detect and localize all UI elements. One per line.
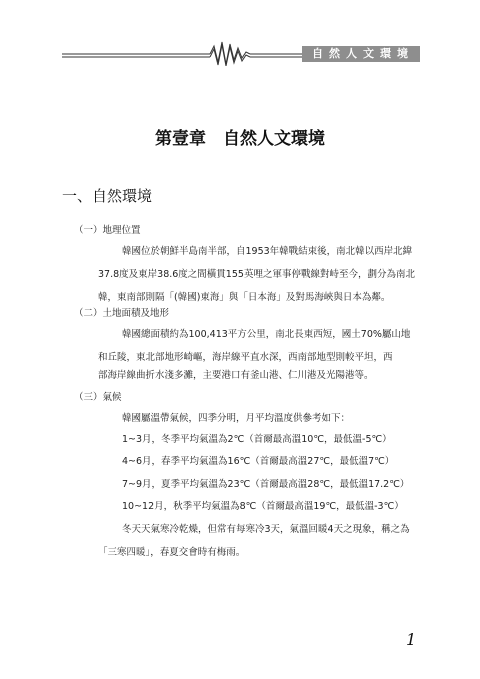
running-header (62, 36, 420, 66)
paragraph-line: 韓國總面積約為100,413平方公里，南北長東西短，國土70%屬山地 (122, 329, 411, 340)
paragraph-line: 37.8度及東岸38.6度之間橫貫155英哩之軍事停戰線對峙至今，劃分為南北 (98, 269, 415, 280)
paragraph-line: 冬天天氣寒冷乾燥，但常有每寒冷3天，氣溫回暖4天之現象，稱之為 (122, 524, 410, 535)
subsection-heading-climate: （三）氣候 (74, 392, 122, 403)
climate-row-winter: 1~3月，冬季平均氣溫為2℃（首爾最高溫10℃，最低溫-5℃） (122, 434, 392, 445)
paragraph-line: 「三寒四暖」，春夏交會時有梅雨。 (98, 547, 246, 558)
paragraph-line: 韓國位於朝鮮半島南半部，自1953年韓戰結束後，南北韓以西岸北緯 (122, 246, 413, 257)
subsection-heading-location: （一）地理位置 (74, 225, 141, 236)
climate-row-spring: 4~6月，春季平均氣溫為16℃（首爾最高溫27℃，最低溫7℃） (122, 456, 395, 467)
paragraph-line: 韓國屬溫帶氣候，四季分明，月平均溫度供參考如下： (122, 413, 351, 424)
section-title: 一、自然環境 (62, 187, 153, 205)
subsection-heading-terrain: （二）土地面積及地形 (74, 308, 170, 319)
paragraph-line: 和丘陵，東北部地形崎嶇，海岸線平直水深，西南部地型則較平坦，西 (98, 352, 393, 363)
header-title: 自然人文環境 (302, 46, 420, 62)
chapter-title: 第壹章 自然人文環境 (155, 129, 325, 149)
page-number: 1 (406, 630, 417, 649)
paragraph-line: 部海岸線曲折水淺多灘，主要港口有釜山港、仁川港及光陽港等。 (98, 370, 374, 381)
paragraph-line: 韓，東南部則隔「(韓國)東海」與「日本海」及對馬海峽與日本為鄰。 (98, 292, 391, 303)
climate-row-autumn: 10~12月，秋季平均氣溫為8℃（首爾最高溫19℃，最低溫-3℃） (122, 501, 404, 512)
climate-row-summer: 7~9月，夏季平均氣溫為23℃（首爾最高溫28℃，最低溫17.2℃） (122, 479, 410, 490)
